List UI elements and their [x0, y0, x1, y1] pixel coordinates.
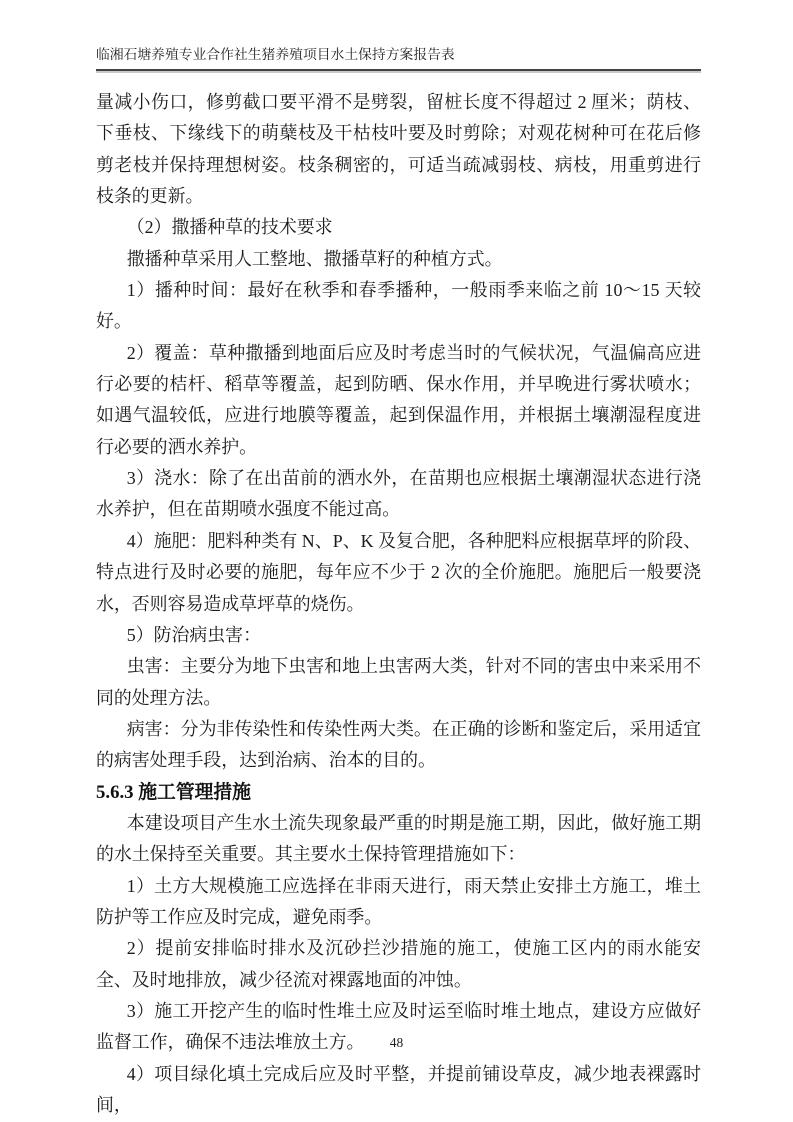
paragraph: 4）项目绿化填土完成后应及时平整，并提前铺设草皮，减少地表裸露时间，: [96, 1063, 701, 1115]
paragraph: 4）施肥：肥料种类有 N、P、K 及复合肥，各种肥料应根据草坪的阶段、特点进行及时必要的施肥，每年应不少于 2 次的全价施肥。施肥后一般要浇水，否则容易造成草坪草的烧伤。: [96, 530, 701, 614]
document-body: [96, 87, 701, 1121]
paragraph: 1）播种时间：最好在秋季和春季播种，一般雨季来临之前 10～15 天较好。: [96, 280, 701, 332]
header-rule: [96, 69, 701, 71]
paragraph: 2）提前安排临时排水及沉砂拦沙措施的施工，使施工区内的雨水能安全、及时地排放，减少径流对裸露地面的冲蚀。: [96, 938, 701, 990]
paragraph: 撒播种草采用人工整地、撒播草籽的种植方式。: [126, 248, 503, 269]
paragraph: （2）撒播种草的技术要求: [126, 217, 333, 238]
section-heading: 5.6.3 施工管理措施: [96, 781, 251, 803]
paragraph: 5）防治病虫害：: [126, 624, 261, 645]
paragraph: 2）覆盖：草种撒播到地面后应及时考虑当时的气候状况，气温偏高应进行必要的桔杆、稻草等覆盖，起到防晒、保水作用，并早晚进行雾状喷水；如遇气温较低，应进行地膜等覆盖，起到保温作用，并根据土壤潮湿程度进行必要的洒水养护。: [96, 342, 701, 457]
page-header: [96, 46, 701, 71]
paragraph: 虫害：主要分为地下虫害和地上虫害两大类，针对不同的害虫中来采用不同的处理方法。: [96, 656, 701, 708]
paragraph: 3）施工开挖产生的临时性堆土应及时运至临时堆土地点，建设方应做好监督工作，确保不违法堆放土方。: [96, 1000, 701, 1053]
page-number: 48: [389, 1035, 404, 1050]
paragraph: 病害：分为非传染性和传染性两大类。在正确的诊断和鉴定后，采用适宜的病害处理手段，达到治病、治本的目的。: [96, 718, 701, 771]
paragraph: 量减小伤口，修剪截口要平滑不是劈裂，留桩长度不得超过 2 厘米；荫枝、下垂枝、下缘线下的萌蘖枝及干枯枝叶要及时剪除；对观花树种可在花后修剪老枝并保持理想树姿。枝条稠密的，可适当疏减弱枝、病枝，用重剪进行枝条的更新。: [96, 92, 701, 207]
paragraph: 本建设项目产生水土流失现象最严重的时期是施工期，因此，做好施工期的水土保持至关重要。其主要水土保持管理措施如下：: [96, 812, 701, 865]
paragraph: 1）土方大规模施工应选择在非雨天进行，雨天禁止安排土方施工，堆土防护等工作应及时完成，避免雨季。: [96, 875, 701, 927]
paragraph: 3）浇水：除了在出苗前的洒水外，在苗期也应根据土壤潮湿状态进行浇水养护，但在苗期喷水强度不能过高。: [96, 468, 701, 520]
page-footer: [0, 1034, 793, 1052]
page-header-title: 临湘石塘养殖专业合作社生猪养殖项目水土保持方案报告表: [96, 47, 455, 62]
